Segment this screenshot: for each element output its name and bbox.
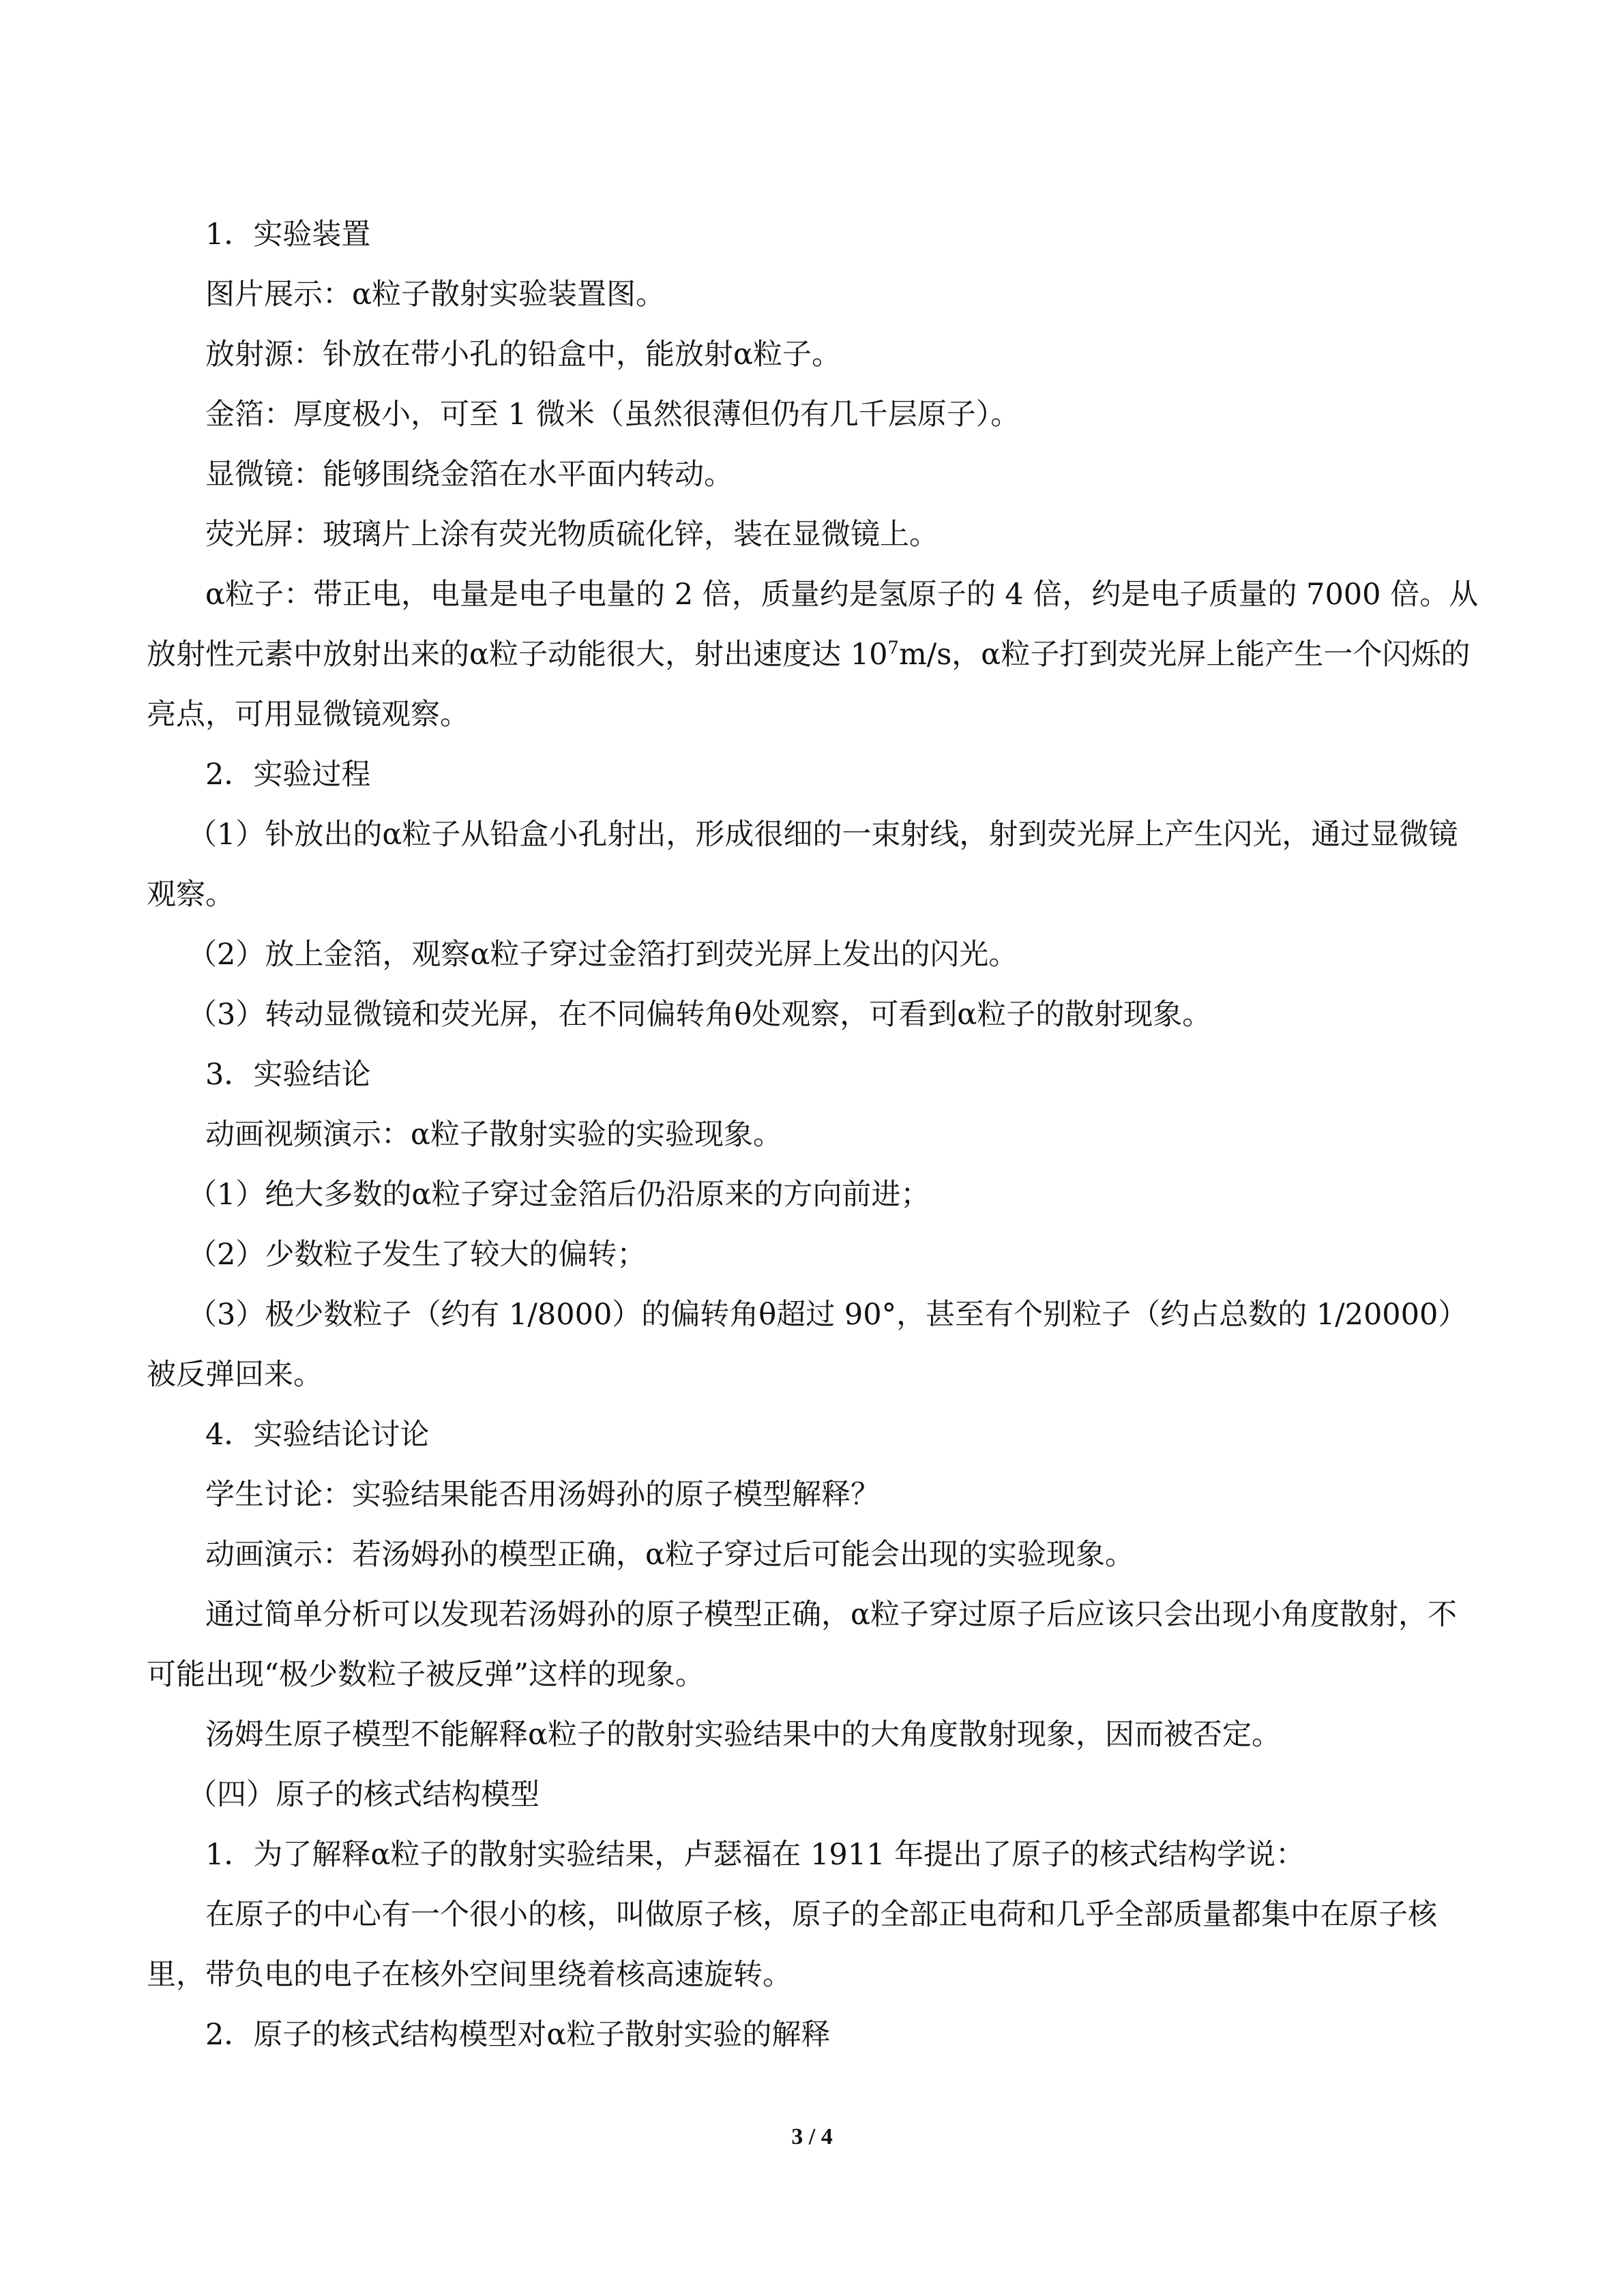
paragraph-alpha-particle — [147, 565, 1483, 745]
paragraph-model-explanation: 2．原子的核式结构模型对α粒子散射实验的解释 — [205, 2018, 831, 2052]
paragraph-alpha-particle-part2: m/s，α粒子打到荧光屏上能产生一个闪烁的亮点，可用显微镜观察。 — [147, 638, 1471, 732]
paragraph-fluorescent-screen: 荧光屏：玻璃片上涂有荧光物质硫化锌，装在显微镜上。 — [205, 518, 939, 552]
section-heading-discussion: 4．实验结论讨论 — [205, 1418, 430, 1452]
paragraph-image-display: 图片展示：α粒子散射实验装置图。 — [205, 278, 666, 312]
section-heading-conclusion: 3．实验结论 — [205, 1058, 371, 1092]
paragraph-microscope: 显微镜：能够围绕金箔在水平面内转动。 — [205, 458, 733, 492]
paragraph-analysis: 通过简单分析可以发现若汤姆孙的原子模型正确，α粒子穿过原子后应该只会出现小角度散射，不可能出现“极少数粒子被反弹”这样的现象。 — [147, 1598, 1458, 1692]
section-heading-nuclear-model: （四）原子的核式结构模型 — [188, 1778, 540, 1812]
paragraph-radiation-source: 放射源：钋放在带小孔的铅盒中，能放射α粒子。 — [205, 338, 842, 372]
document-body — [147, 205, 1483, 2065]
paragraph-process-step-1: （1）钋放出的α粒子从铅盒小孔射出，形成很细的一束射线，射到荧光屏上产生闪光，通过显微镜观察。 — [147, 818, 1458, 912]
paragraph-gold-foil: 金箔：厚度极小，可至 1 微米（虽然很薄但仍有几千层原子）。 — [205, 398, 1020, 432]
section-heading-process: 2．实验过程 — [205, 758, 371, 792]
paragraph-animation-thomson: 动画演示：若汤姆孙的模型正确，α粒子穿过后可能会出现的实验现象。 — [205, 1538, 1135, 1572]
paragraph-animation-demo: 动画视频演示：α粒子散射实验的实验现象。 — [205, 1118, 783, 1152]
paragraph-process-step-3: （3）转动显微镜和荧光屏，在不同偏转角θ处观察，可看到α粒子的散射现象。 — [188, 998, 1212, 1032]
paragraph-alpha-particle-part1: α粒子：带正电，电量是电子电量的 2 倍，质量约是氢原子的 4 倍，约是电子质量的 7000 倍。从放射性元素中放射出来的α粒子动能很大，射出速度达 10 — [147, 578, 1479, 672]
superscript-exponent: 7 — [887, 638, 899, 659]
paragraph-conclusion-3: （3）极少数粒子（约有 1/8000）的偏转角θ超过 90°，甚至有个别粒子（约占总数的 1/20000）被反弹回来。 — [147, 1298, 1468, 1392]
paragraph-conclusion-1: （1）绝大多数的α粒子穿过金箔后仍沿原来的方向前进； — [188, 1178, 930, 1212]
paragraph-conclusion-2: （2）少数粒子发生了较大的偏转； — [188, 1238, 647, 1272]
section-heading-apparatus: 1．实验装置 — [205, 218, 371, 252]
paragraph-nucleus-description: 在原子的中心有一个很小的核，叫做原子核，原子的全部正电荷和几乎全部质量都集中在原子核里，带负电的电子在核外空间里绕着核高速旋转。 — [147, 1898, 1437, 1992]
paragraph-rutherford: 1．为了解释α粒子的散射实验结果，卢瑟福在 1911 年提出了原子的核式结构学说： — [205, 1838, 1305, 1872]
paragraph-student-discussion: 学生讨论：实验结果能否用汤姆孙的原子模型解释？ — [205, 1478, 880, 1512]
paragraph-process-step-2: （2）放上金箔，观察α粒子穿过金箔打到荧光屏上发出的闪光。 — [188, 938, 1018, 972]
page-number: 3 / 4 — [791, 2124, 833, 2149]
paragraph-thomson-rejected: 汤姆生原子模型不能解释α粒子的散射实验结果中的大角度散射现象，因而被否定。 — [205, 1718, 1282, 1752]
